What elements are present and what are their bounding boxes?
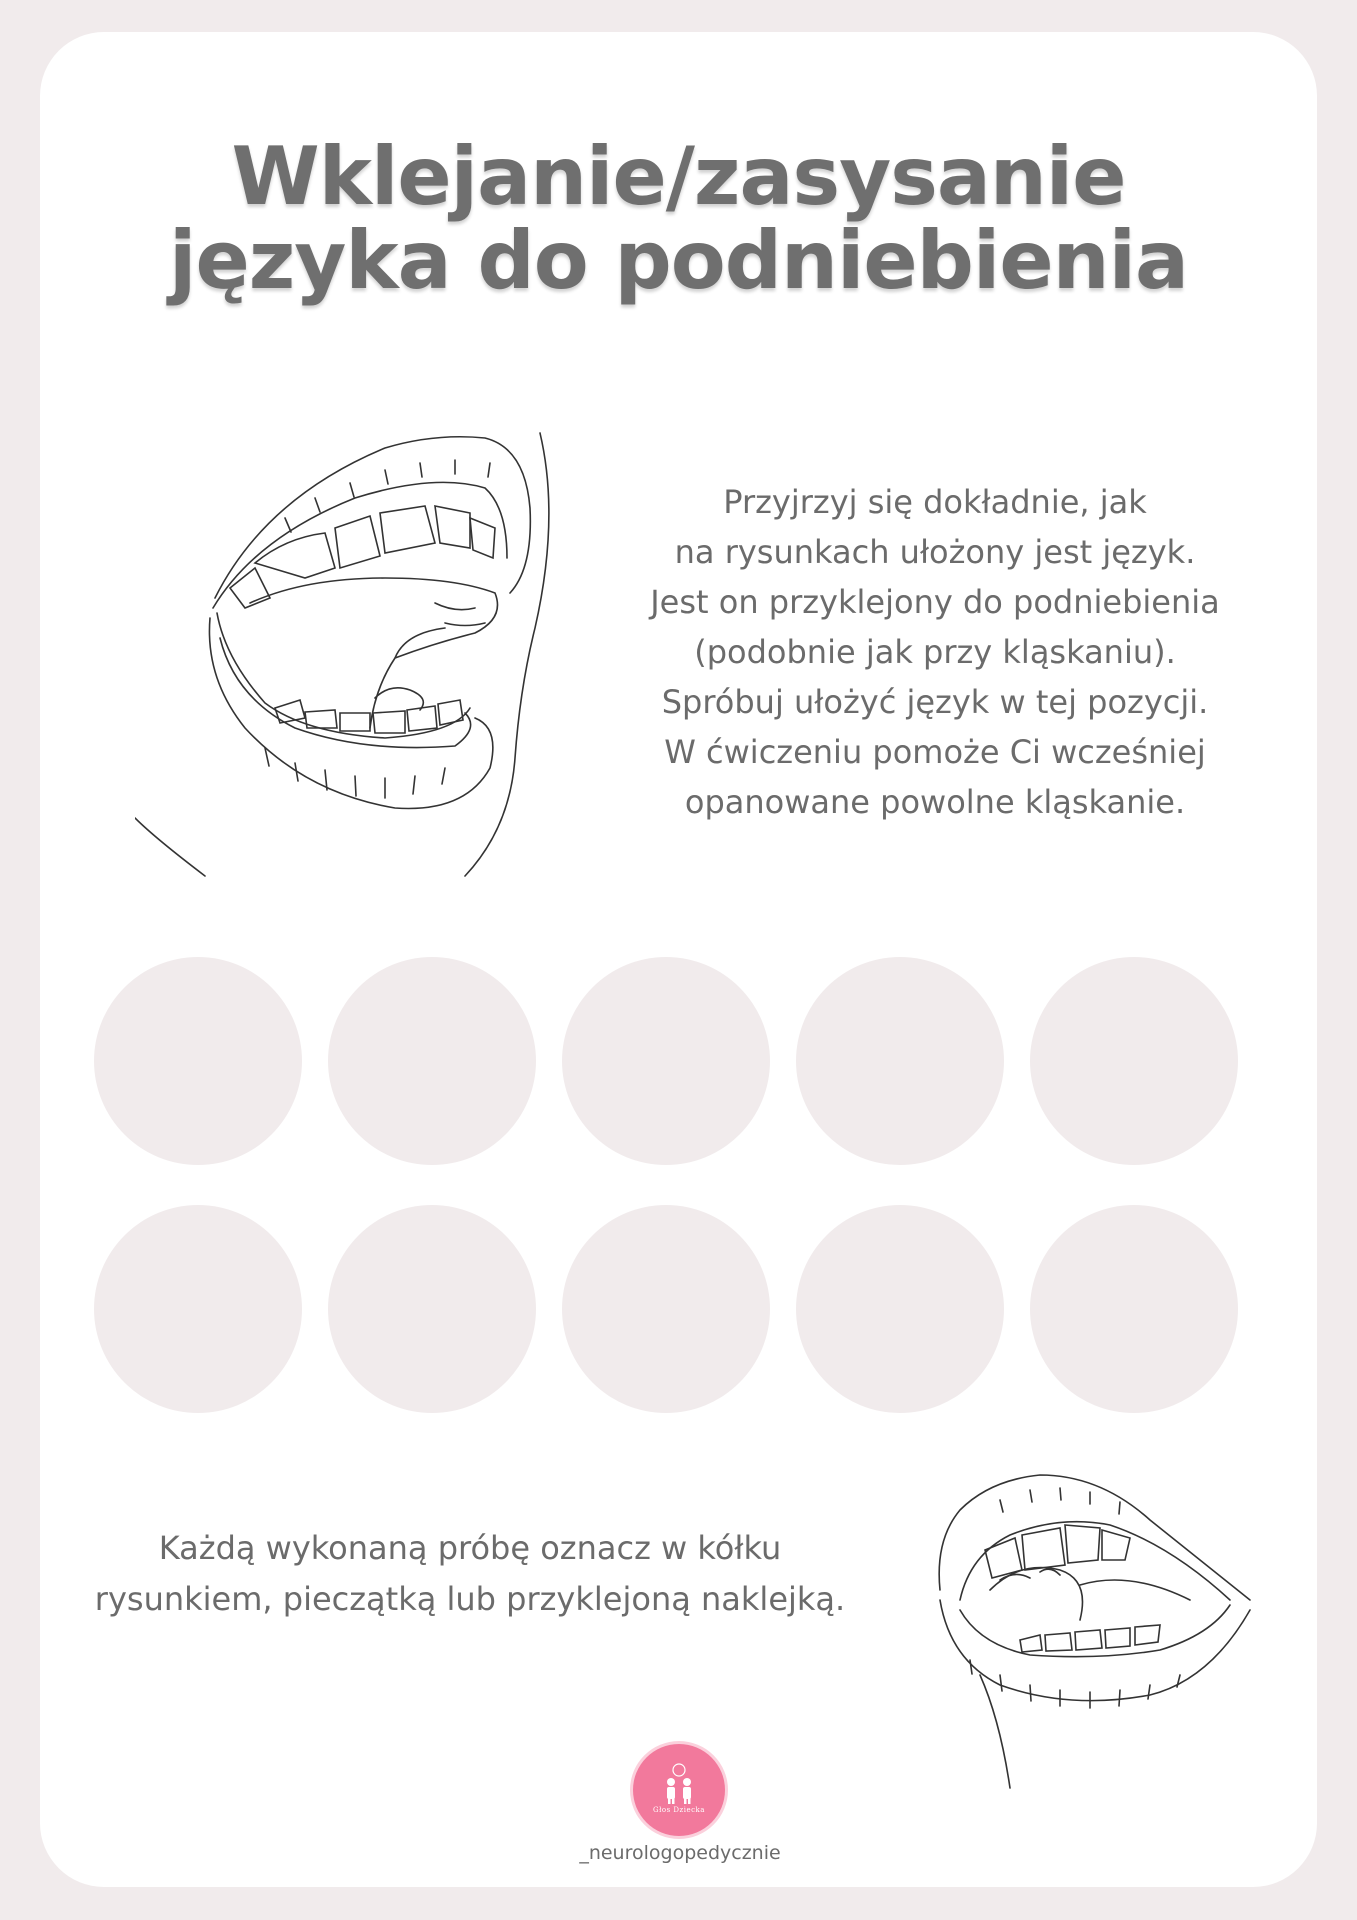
attempt-tracker-grid [94, 957, 1238, 1413]
mouth-illustration-tongue-up [135, 428, 565, 878]
attempt-circle[interactable] [94, 957, 302, 1165]
mouth-illustration-side [930, 1460, 1260, 1790]
instructions-text [620, 477, 1250, 827]
marking-line: Każdą wykonaną próbę oznacz w kółku [158, 1529, 782, 1567]
attempt-circle[interactable] [796, 957, 1004, 1165]
attempt-circle[interactable] [562, 1205, 770, 1413]
instruction-line: Spróbuj ułożyć język w tej pozycji. [661, 683, 1209, 721]
social-handle: _neurologopedycznie [579, 1842, 781, 1864]
title-line-1: Wklejanie/zasysanie [231, 130, 1126, 223]
instruction-line: na rysunkach ułożony jest język. [674, 533, 1196, 571]
attempt-circle[interactable] [1030, 957, 1238, 1165]
logo-text: Głos Dziecka [653, 1806, 705, 1814]
instruction-line: Jest on przyklejony do podniebienia [650, 583, 1220, 621]
marking-line: rysunkiem, pieczątką lub przyklejoną naklejką. [94, 1580, 846, 1618]
attempt-circle[interactable] [562, 957, 770, 1165]
instruction-line: W ćwiczeniu pomoże Ci wcześniej [664, 733, 1206, 771]
children-icon [633, 1744, 725, 1836]
attempt-circle[interactable] [1030, 1205, 1238, 1413]
attempt-circle[interactable] [328, 1205, 536, 1413]
page-title [0, 130, 1357, 307]
instruction-line: (podobnie jak przy kląskaniu). [694, 633, 1176, 671]
attempt-circle[interactable] [328, 957, 536, 1165]
attempt-circle[interactable] [796, 1205, 1004, 1413]
instruction-line: opanowane powolne kląskanie. [684, 783, 1186, 821]
instruction-line: Przyjrzyj się dokładnie, jak [723, 483, 1147, 521]
brand-logo [633, 1744, 725, 1836]
marking-instructions [70, 1523, 870, 1625]
title-line-2: języka do podniebienia [169, 214, 1188, 307]
attempt-circle[interactable] [94, 1205, 302, 1413]
